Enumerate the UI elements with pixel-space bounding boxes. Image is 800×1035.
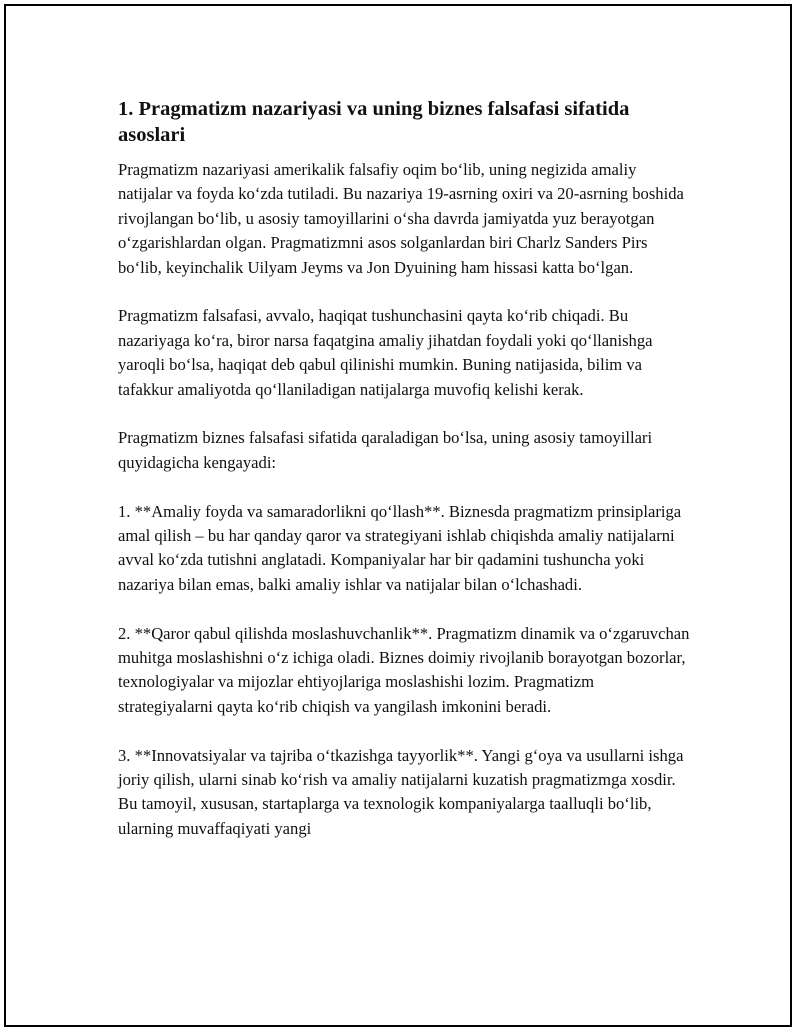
paragraph-truth: Pragmatizm falsafasi, avvalo, haqiqat tushunchasini qayta ko‘rib chiqadi. Bu nazariyaga ko‘ra, biror narsa faqatgina amaliy jihatdan foydali yoki qo‘llanishga yaroqli bo‘lsa, haqiqat deb qabul qilinishi mumkin. Buning natijasida, bilim va tafakkur amaliyotda qo‘llaniladigan natijalarga muvofiq kelishi kerak. (118, 306, 653, 399)
paragraph-point-2: 2. **Qaror qabul qilishda moslashuvchanlik**. Pragmatizm dinamik va o‘zgaruvchan muhitga moslashishni o‘z ichiga oladi. Biznes doimiy rivojlanib borayotgan bozorlar, texnologiyalar va mijozlar ehtiyojlariga moslashishi lozim. Pragmatizm strategiyalarni qayta ko‘rib chiqish va yangilash imkonini beradi. (118, 623, 690, 716)
section-title: 1. Pragmatizm nazariyasi va uning biznes falsafasi sifatida asoslari (118, 98, 630, 146)
document-body (118, 96, 690, 866)
paragraph-business-lead: Pragmatizm biznes falsafasi sifatida qaraladigan bo‘lsa, uning asosiy tamoyillari quyidagicha kengayadi: (118, 428, 653, 472)
paragraph-intro: Pragmatizm nazariyasi amerikalik falsafiy oqim bo‘lib, uning negizida amaliy natijalar va foyda ko‘zda tutiladi. Bu nazariya 19-asrning oxiri va 20-asrning boshida rivojlangan bo‘lib, u asosiy tamoyillarini o‘sha davrda jamiyatda yuz berayotgan o‘zgarishlardan olgan. Pragmatizmni asos solganlardan biri Charlz Sanders Pirs bo‘lib, keyinchalik Uilyam Jeyms va Jon Dyuining ham hissasi katta bo‘lgan. (118, 160, 684, 277)
paragraph-point-3: 3. **Innovatsiyalar va tajriba o‘tkazishga tayyorlik**. Yangi g‘oya va usullarni ishga joriy qilish, ularni sinab ko‘rish va amaliy natijalarni kuzatish pragmatizmga xosdir. Bu tamoyil, xususan, startaplarga va texnologik kompaniyalarga taalluqli bo‘lib, ularning muvaffaqiyati yangi (118, 745, 684, 838)
paragraph-point-1: 1. **Amaliy foyda va samaradorlikni qo‘llash**. Biznesda pragmatizm prinsiplariga amal qilish – bu har qanday qaror va strategiyani ishlab chiqishda amaliy natijalarni avval ko‘zda tutishni anglatadi. Kompaniyalar har bir qadamini tushuncha yoki nazariya bilan emas, balki amaliy ishlar va natijalar bilan o‘lchashadi. (118, 501, 682, 594)
